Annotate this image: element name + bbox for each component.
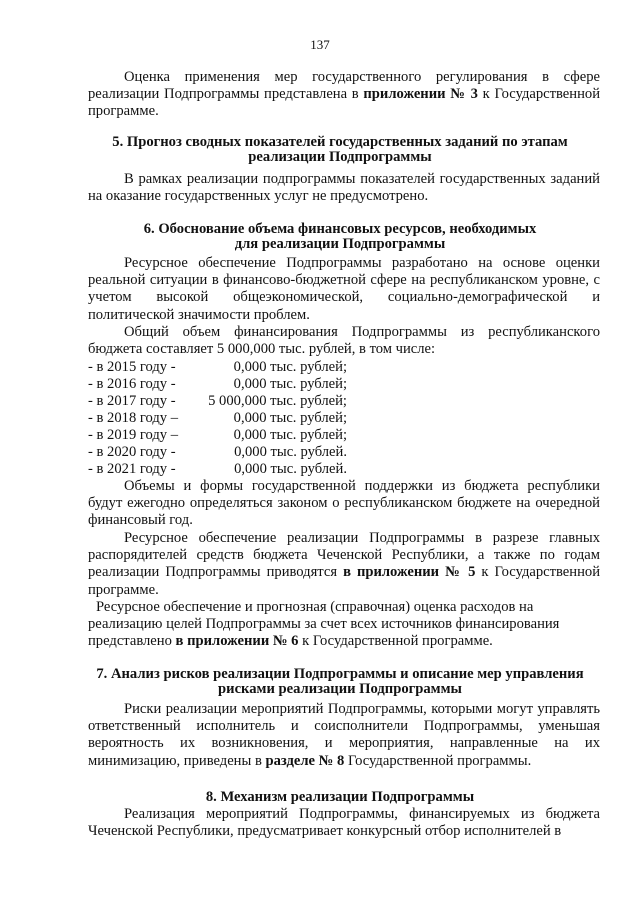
section-6-heading: 6. Обоснование объема финансовых ресурсов, необходимых для реализации Подпрограммы bbox=[143, 221, 537, 252]
section-6-paragraph-4: Ресурсное обеспечение реализации Подпрограммы в разрезе главных распорядителей средств бюджета Чеченской Республики, а также по годам реализации Подпрограммы приводятся в приложении № 5 к Государственной программе. bbox=[88, 530, 601, 598]
section-7-text: Риски реализации мероприятий Подпрограммы, которыми могут управлять ответственный исполнитель и соисполнители Подпрограммы, уменьшая вероятность их возникновения, и мероприятия, направленные на их минимизацию, приведены в разделе № 8 Государственной программы. bbox=[88, 701, 600, 769]
section-8-text: Реализация мероприятий Подпрограммы, финансируемых из бюджета Чеченской Республики, предусматривает конкурсный отбор исполнителей в bbox=[88, 806, 600, 840]
section-8-ref: разделе № 8 bbox=[265, 752, 345, 769]
section-6-paragraph-1: Ресурсное обеспечение Подпрограммы разработано на основе оценки реальной ситуации в финансово-бюджетной сфере на республиканском уровне, с учетом высокой общеэкономической, социально-демографической и политической значимости проблем. bbox=[88, 255, 600, 323]
section-6-paragraph-2: Общий объем финансирования Подпрограммы из республиканского бюджета составляет 5 000,000 тыс. рублей, в том числе: bbox=[88, 324, 600, 358]
document-page: 137 Оценка применения мер государственного регулирования в сфере реализации Подпрограммы представлена в приложении № 3 к Государственной программе. 5. Прогноз сводных показателей государственных заданий по этапам реализации Подпрограммы В рамках реализации подпрограммы показателей государственных заданий на оказание государственных услуг не предусмотрено. 6. Обоснование объема финансовых ресурсов, необходимых для реализации Подпрограммы Ресурсное обеспечение Подпрограммы разработано на основе оценки реальной ситуации в финансово-бюджетной сфере на республиканском уровне, с учетом высокой общеэкономической, социально-демографической и политической значимости проблем. Общий объем финансирования Подпрограммы из республиканского бюджета составляет 5 000,000 тыс. рублей, в том числе: - в 2015 году - 0,000 тыс. рублей; - в 2016 году - 0,000 тыс. рублей; - в 2017 году - 5 000,000 тыс. рублей; - в 2018 году – 0,000 тыс. рублей; - в 2019 году – 0,000 тыс. рублей; - в 2020 году - 0,000 тыс. рублей. - в 2021 году - 0,000 тыс. рублей. Объемы и формы государственной поддержки из бюджета республики будут ежегодно определяться законом о республиканском бюджете на очередной финансовый год. Ресурсное обеспечение реализации Подпрограммы в разрезе главных распорядителей средств бюджета Чеченской Республики, а также по годам реализации Подпрограммы приводятся в приложении № 5 к Государственной программе. Ресурсное обеспечение и прогнозная (справочная) оценка расходов на реализацию целей Подпрограммы за счет всех источников финансирования представлено в приложении № 6 к Государственной программе. 7. Анализ рисков реализации Подпрограммы и описание мер управления рисками реализации Подпрограммы Риски реализации мероприятий Подпрограммы, которыми могут управлять ответственный исполнитель и соисполнители Подпрограммы, уменьшая вероятность их возникновения, и мероприятия, направленные на их минимизацию, приведены в разделе № 8 Государственной программы. 8. Механизм реализации Подпрограммы Реализация мероприятий Подпрограммы, финансируемых из бюджета Чеченской Республики, предусматривает конкурсный отбор исполнителей в bbox=[0, 0, 640, 905]
section-5-heading: 5. Прогноз сводных показателей государственных заданий по этапам реализации Подпрограммы bbox=[112, 134, 568, 165]
intro-appendix-ref: приложении № 3 bbox=[363, 86, 478, 103]
section-7-heading: 7. Анализ рисков реализации Подпрограммы и описание мер управления рисками реализации Подпрограммы bbox=[96, 666, 584, 697]
appendix-6-ref: в приложении № 6 bbox=[175, 633, 299, 650]
appendix-5-ref: в приложении № 5 bbox=[343, 564, 476, 581]
section-5-text: В рамках реализации подпрограммы показателей государственных заданий на оказание государственных услуг не предусмотрено. bbox=[88, 171, 600, 205]
intro-paragraph: Оценка применения мер государственного регулирования в сфере реализации Подпрограммы представлена в приложении № 3 к Государственной программе. bbox=[88, 69, 601, 120]
section-8-heading: 8. Механизм реализации Подпрограммы bbox=[205, 789, 475, 805]
section-6-paragraph-5: Ресурсное обеспечение и прогнозная (справочная) оценка расходов на реализацию целей Подпрограммы за счет всех источников финансирования представлено в приложении № 6 к Государственной программе. bbox=[88, 599, 560, 650]
page-number: 137 bbox=[310, 37, 330, 52]
section-6-paragraph-3: Объемы и формы государственной поддержки из бюджета республики будут ежегодно определяться законом о республиканском бюджете на очередной финансовый год. bbox=[88, 478, 600, 529]
